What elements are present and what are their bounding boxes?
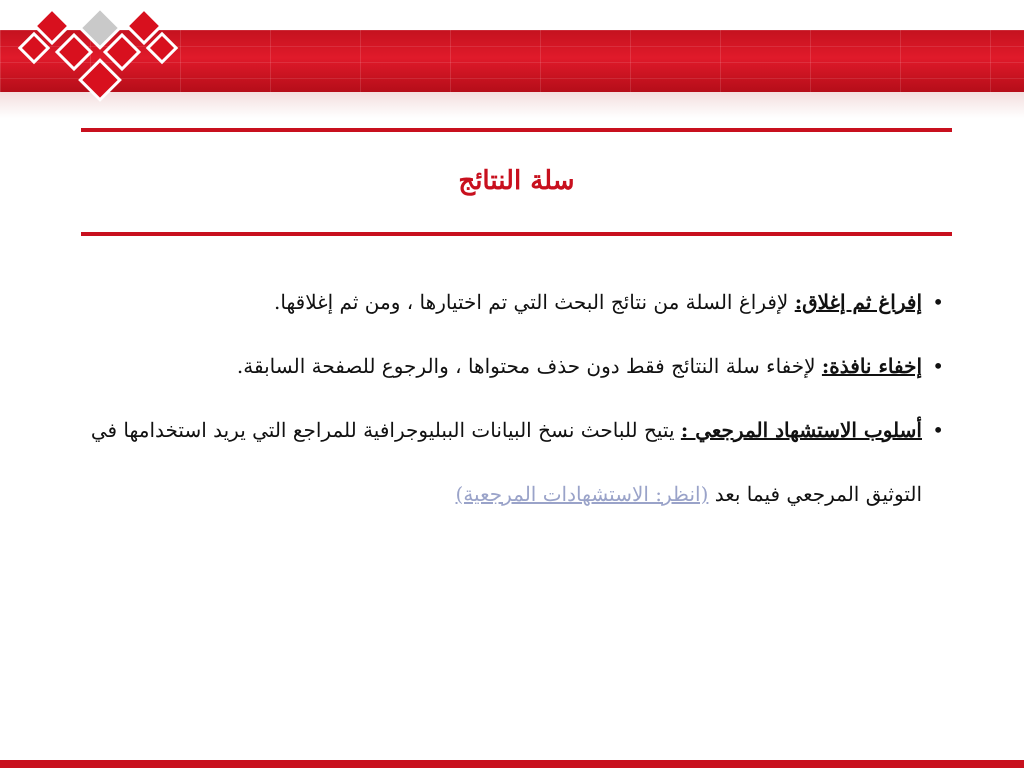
header-banner [0,0,1024,118]
item-term: إخفاء نافذة: [821,354,922,378]
slide-content [90,270,944,526]
title-rule-top [81,128,952,132]
bullet-icon: • [932,354,944,378]
diamond-logo-icon [0,0,200,118]
item-text: لإفراغ السلة من نتائج البحث التي تم اختيارها ، ومن ثم إغلاقها. [274,290,795,314]
item-text: يتيح للباحث نسخ البيانات الببليوجرافية للمراجع التي يريد استخدامها في التوثيق المرجعي فيما بعد [90,418,922,506]
citations-link[interactable]: (انظر: الاستشهادات المرجعية) [455,482,709,506]
item-text: لإخفاء سلة النتائج فقط دون حذف محتواها ، والرجوع للصفحة السابقة. [236,354,822,378]
list-item [90,334,944,398]
bullet-icon: • [932,290,944,314]
item-term: أسلوب الاستشهاد المرجعي : [680,418,922,442]
bullet-list [90,270,944,526]
title-rule-bottom [81,232,952,236]
list-item [90,398,944,526]
slide-title: سلة النتائج [458,166,575,196]
list-item [90,270,944,334]
item-term: إفراغ ثم إغلاق: [794,290,922,314]
footer-bar [0,760,1024,768]
bullet-icon: • [932,418,944,442]
